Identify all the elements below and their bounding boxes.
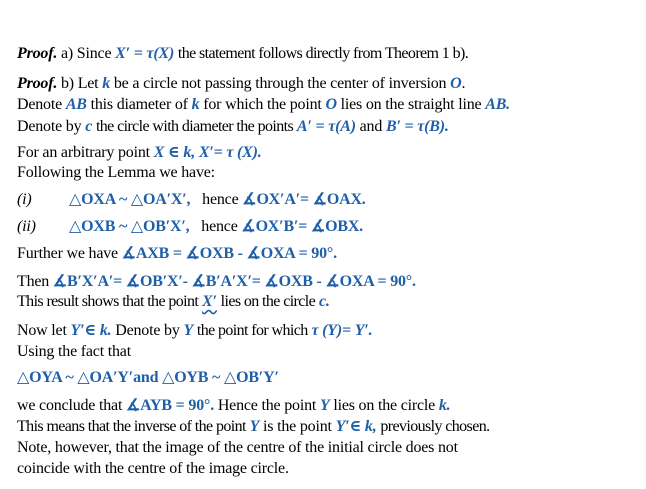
lemma-text: Following the Lemma we have: xyxy=(17,164,215,181)
inversion-expr: X′ = τ(X) xyxy=(115,45,175,62)
statement-text: the statement follows directly from Theorem 1 b). xyxy=(177,45,469,62)
denote-text: Denote by xyxy=(115,322,180,339)
lies-text: lies on the circle xyxy=(220,293,316,310)
center-o: O xyxy=(325,96,337,113)
further-text: Further we have xyxy=(17,245,118,262)
point-y: Y xyxy=(183,322,194,339)
circle-k: k xyxy=(191,96,200,113)
denote-text: Denote by xyxy=(17,118,82,135)
part-label: a) xyxy=(60,45,73,62)
denote-text: Denote xyxy=(17,96,63,113)
circle-c-line xyxy=(17,117,449,137)
hence-text: hence xyxy=(201,218,238,235)
and-text: and xyxy=(359,118,383,135)
similarity-expr: △OXB ~ △OB′X′, xyxy=(69,218,190,235)
hence-text: Hence the point xyxy=(217,397,317,414)
lies-text: lies on the circle xyxy=(333,397,436,414)
lemma-line xyxy=(17,163,215,183)
line-ab: AB. xyxy=(485,96,510,113)
further-line xyxy=(17,244,337,264)
angle-equality: ∡OX′A′= ∡OAX. xyxy=(242,191,366,208)
tau-expr: τ (Y)= Y′. xyxy=(311,322,373,339)
for-text: for which the point xyxy=(203,96,322,113)
now-text: Now let xyxy=(17,322,67,339)
inverse-text: This means that the inverse of the point xyxy=(17,418,246,435)
lies-text: lies on the straight line xyxy=(340,96,482,113)
coincide-line xyxy=(17,459,289,479)
now-let-line xyxy=(17,321,372,341)
case-ii-line xyxy=(17,217,363,237)
result-line xyxy=(17,292,330,312)
proof-label: Proof. xyxy=(17,75,58,92)
this-text: this diameter of xyxy=(90,96,188,113)
proof-label: Proof. xyxy=(17,45,58,62)
is-text: is the point xyxy=(263,418,332,435)
angle-expr: ∡AXB = ∡OXB - ∡OXA = 90°. xyxy=(121,245,337,262)
part-label: b) xyxy=(60,75,74,92)
similarity-expr: △OXA ~ △OA′X′, xyxy=(69,191,191,208)
angle-equality: ∡OX′B′= ∡OBX. xyxy=(241,218,363,235)
previously-text: previously chosen. xyxy=(380,418,490,435)
circle-text: be a circle not passing through the center of inversion xyxy=(113,75,447,92)
point-expr: X ∈ k, X′= τ (X). xyxy=(153,144,262,161)
circle-text: the circle with diameter the points xyxy=(95,118,294,135)
case-number: (i) xyxy=(17,191,32,208)
period: . xyxy=(461,75,466,92)
circle-c: c xyxy=(85,118,93,135)
note-line xyxy=(17,438,458,458)
hence-text: hence xyxy=(202,191,239,208)
proof-a-line xyxy=(17,44,468,64)
using-text: Using the fact that xyxy=(17,343,131,360)
result-text: This result shows that the point xyxy=(17,293,199,310)
arbitrary-text: For an arbitrary point xyxy=(17,144,150,161)
similarity-expr: △OYA ~ △OA′Y′and △OYB ~ △OB′Y′ xyxy=(17,369,279,386)
similarity-line xyxy=(17,368,279,388)
segment-ab: AB xyxy=(65,96,87,113)
let-text: Let xyxy=(77,75,99,92)
inverse-line xyxy=(17,417,490,437)
point-y-image: Y′∈ k, xyxy=(335,418,377,435)
conclude-text: we conclude that xyxy=(17,397,123,414)
then-line xyxy=(17,272,416,292)
note-text: Note, however, that the image of the centre of the initial circle does not xyxy=(17,439,458,456)
circle-c: c. xyxy=(318,293,330,310)
point-text: the point for which xyxy=(196,322,308,339)
angle-chain: ∡B′X′A′= ∡OB′X′- ∡B′A′X′= ∡OXB - ∡OXA = 90°. xyxy=(52,273,416,290)
since-text: Since xyxy=(76,45,112,62)
circle-k: k. xyxy=(438,397,451,414)
using-line xyxy=(17,342,131,362)
proof-b-line xyxy=(17,74,465,94)
conclude-line xyxy=(17,396,450,416)
coincide-text: coincide with the centre of the image circle. xyxy=(17,460,289,477)
case-i-line xyxy=(17,190,366,210)
point-a-image: A′ = τ(A) xyxy=(296,118,356,135)
case-number: (ii) xyxy=(17,218,36,235)
point-y-image: Y′∈ k. xyxy=(70,322,112,339)
point-y: Y xyxy=(319,397,330,414)
circle-k: k xyxy=(102,75,111,92)
angle-expr: ∡AYB = 90°. xyxy=(126,397,214,414)
diameter-line xyxy=(17,95,510,115)
point-y: Y xyxy=(249,418,260,435)
then-text: Then xyxy=(17,273,50,290)
center-o: O xyxy=(450,75,462,92)
point-b-image: B′ = τ(B). xyxy=(385,118,449,135)
arbitrary-point-line xyxy=(17,143,262,163)
point-x-image: X′ xyxy=(202,293,217,310)
